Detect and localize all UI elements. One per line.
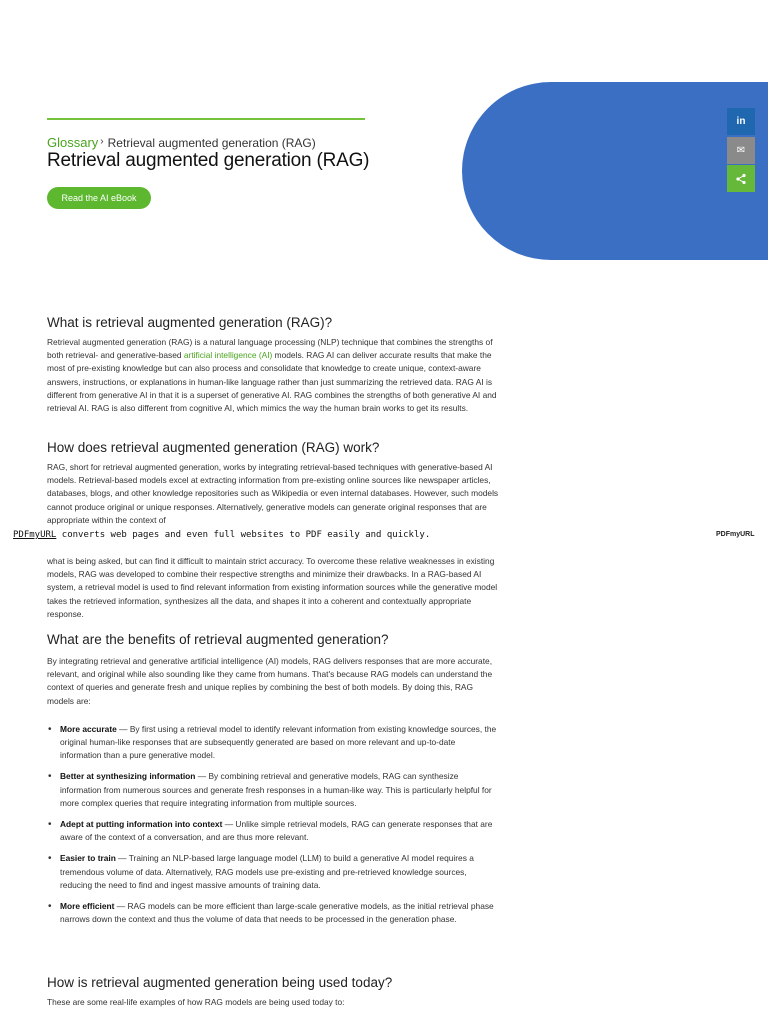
item-title: Adept at putting information into context — [60, 819, 223, 830]
text: Retrieval augmented generation (RAG) is a natural language processing (NLP) technique that combines the strengths of both retrieval- and generative-based — [47, 337, 493, 361]
page-title: Retrieval augmented generation (RAG) — [47, 150, 370, 171]
hero-divider — [47, 118, 365, 120]
read-ebook-button[interactable]: Read the AI eBook — [47, 187, 151, 209]
breadcrumb — [47, 135, 316, 150]
breadcrumb-current: Retrieval augmented generation (RAG) — [107, 136, 316, 150]
item-text: — Training an NLP-based large language model (LLM) to build a generative AI model requires a tremendous volume of data. Alternatively, RAG models use pre-existing and pre-retrieved knowledge sources, reducing the need to find and ingest massive amounts of training data. — [60, 853, 474, 890]
text: converts web pages and even full websites to PDF easily and quickly. — [56, 530, 431, 540]
list-item — [47, 818, 499, 844]
paragraph: These are some real-life examples of how RAG models are being used today to: — [47, 997, 345, 1007]
list-item — [47, 723, 499, 763]
section-heading: What are the benefits of retrieval augmented generation? — [47, 632, 389, 647]
item-text: — By combining retrieval and generative models, RAG can synthesize information from numerous sources and generate fresh responses in a human-like way. This is particularly helpful for more complex queries that require integrating information from multiple sources. — [60, 771, 492, 808]
list-item — [47, 852, 499, 892]
item-text: — By first using a retrieval model to identify relevant information from existing knowledge sources, the original human-like responses that are subsequently generated are based on more relevant and up-to-date information than a pure generative model. — [60, 723, 497, 761]
paragraph — [47, 336, 499, 415]
pdfmyurl-link[interactable]: PDFmyURL — [13, 530, 57, 540]
hero-decoration — [462, 82, 768, 260]
benefits-list — [47, 723, 499, 927]
section-heading: What is retrieval augmented generation (RAG)? — [47, 315, 333, 330]
list-item — [47, 770, 499, 810]
text: models. RAG AI can deliver accurate results that make the most of pre-existing knowledge but can also process and consolidate that knowledge to create unique, context-aware answers, instructions, or explanations in human-like language rather than just summarizing the retrieved data. RAG AI is different from generative AI in that it is a superset of generative AI. RAG combines the strengths of both generative AI and retrieval AI. RAG is also different from cognitive AI, which mimics the way the human brain works to get its results. — [47, 350, 497, 414]
section-heading: How does retrieval augmented generation (RAG) work? — [47, 440, 380, 455]
section-how — [47, 440, 499, 527]
email-icon: ✉ — [736, 145, 746, 156]
section-benefits — [47, 632, 499, 926]
chevron-right-icon: › — [100, 136, 104, 147]
linkedin-icon: in — [736, 116, 746, 127]
item-text: — Unlike simple retrieval models, RAG can generate responses that are aware of the context of a conversation, and are thus more relevant. — [60, 819, 493, 843]
section-what — [47, 315, 499, 415]
item-title: More efficient — [60, 901, 115, 912]
item-text: — RAG models can be more efficient than large-scale generative models, as the initial retrieval phase narrows down the context and thus the volume of data that needs to be processed in the generation phase. — [60, 901, 494, 925]
breadcrumb-glossary-link[interactable]: Glossary — [47, 135, 99, 150]
pdfmyurl-logo: PDFmyURL — [716, 531, 755, 538]
section-heading: How is retrieval augmented generation being used today? — [47, 975, 393, 990]
pdf-banner — [0, 526, 768, 552]
email-share-button[interactable] — [727, 137, 755, 164]
paragraph: By integrating retrieval and generative artificial intelligence (AI) models, RAG delivers responses that are more accurate, relevant, and original while also sounding like they came from humans. That's because RAG models can understand the context of queries and generate fresh and unique replies by combining the best of both models. By doing this, RAG models are: — [47, 656, 493, 706]
linkedin-share-button[interactable] — [727, 108, 755, 135]
item-title: Easier to train — [60, 853, 116, 864]
section-used — [47, 975, 499, 1009]
item-title: Better at synthesizing information — [60, 771, 196, 782]
section-how-continued — [47, 555, 499, 621]
share-icon — [735, 173, 747, 185]
item-title: More accurate — [60, 723, 117, 734]
pdf-banner-message — [13, 530, 430, 540]
paragraph: RAG, short for retrieval augmented generation, works by integrating retrieval-based techniques with generative-based AI models. Retrieval-based models excel at extracting information from pre-existing online sources like newspaper articles, databases, blogs, and other knowledge repositories such as Wikipedia or even internal databases. However, such models cannot produce original or unique responses. Alternatively, generative models can generate original responses that are appropriate within the context of — [47, 462, 499, 525]
share-button[interactable] — [727, 165, 755, 192]
list-item — [47, 900, 499, 926]
ai-link[interactable]: artificial intelligence (AI) — [183, 350, 273, 361]
paragraph: what is being asked, but can find it difficult to maintain strict accuracy. To overcome these relative weaknesses in existing models, RAG was developed to combine their respective strengths and minimize their drawbacks. In a RAG-based AI system, a retrieval model is used to find relevant information from existing information sources while the generative model takes the retrieved information, synthesizes all the data, and shapes it into a coherent and contextually appropriate response. — [47, 556, 498, 619]
